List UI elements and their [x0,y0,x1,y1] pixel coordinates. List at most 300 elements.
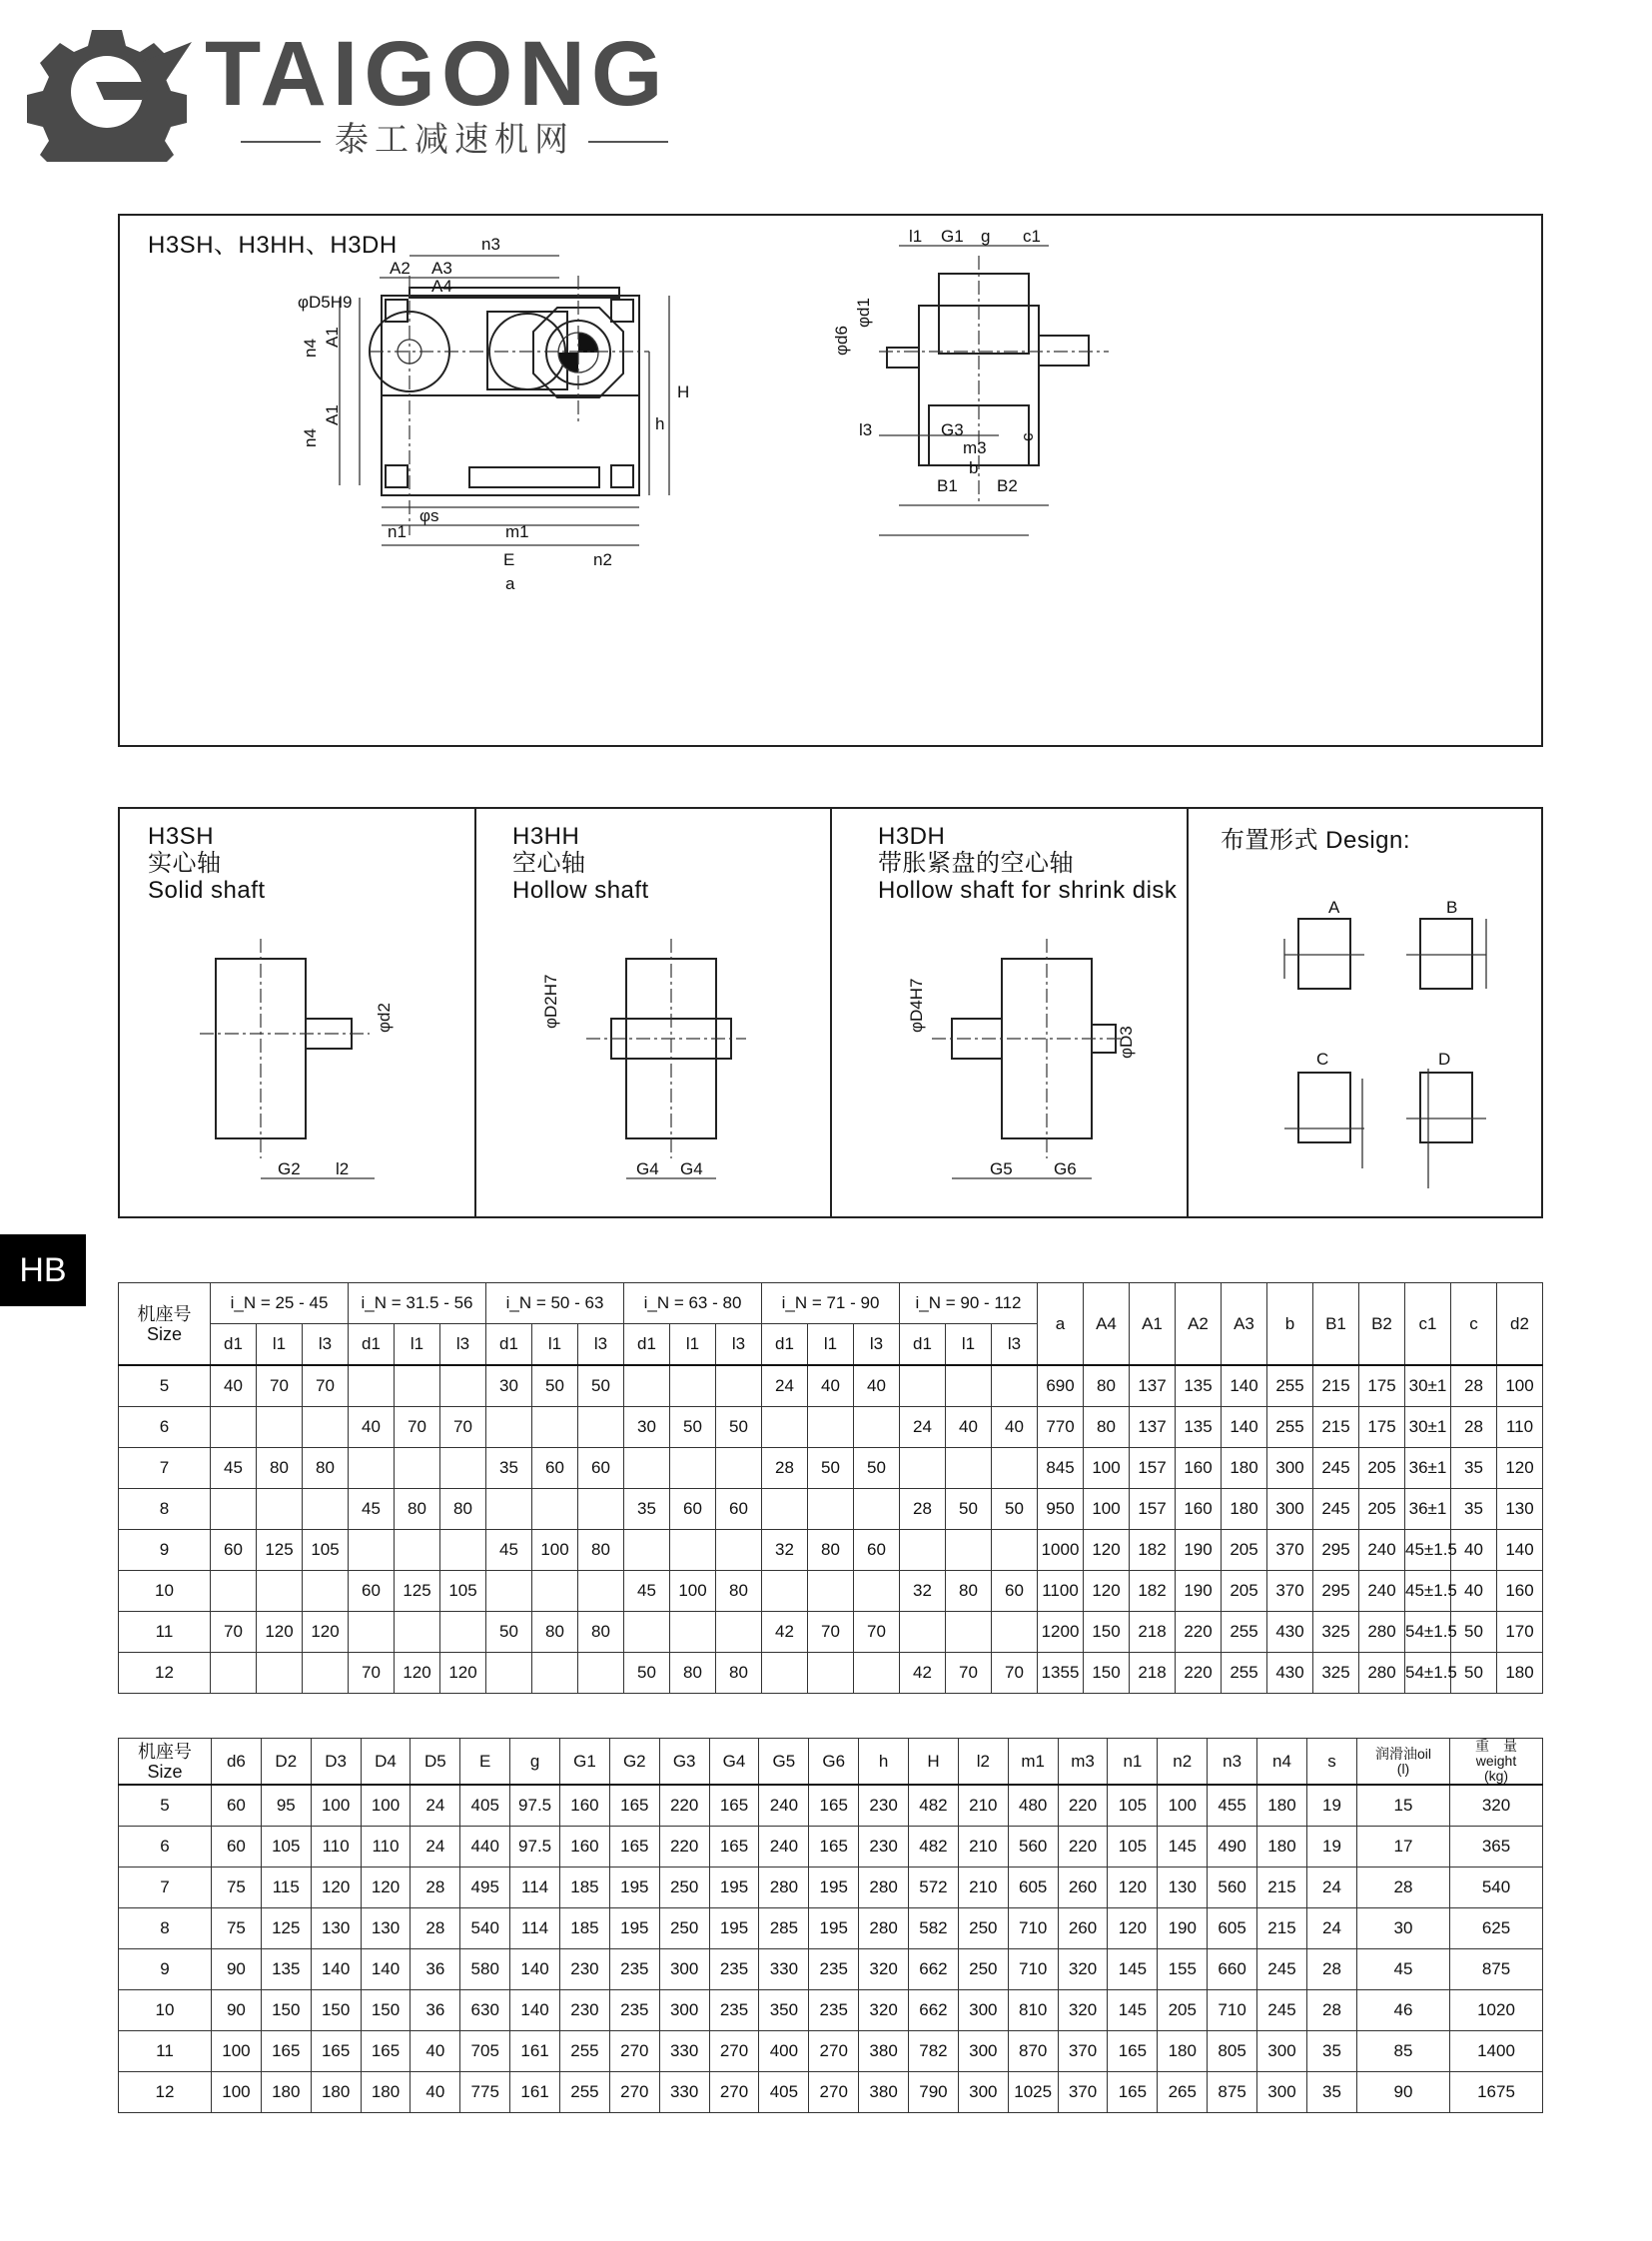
table-cell: 80 [532,1612,578,1653]
column-header: a [1038,1283,1084,1366]
table-cell: 100 [1497,1365,1543,1407]
ratio-sub-header: l1 [670,1324,716,1366]
table-cell: 175 [1359,1365,1405,1407]
table-cell: 70 [808,1612,854,1653]
svg-text:c: c [1018,432,1037,441]
table-cell: 300 [958,1990,1008,2031]
table-cell: 160 [1497,1571,1543,1612]
table-cell: 220 [1058,1827,1108,1868]
svg-text:φs: φs [419,506,439,525]
table-cell: 70 [440,1407,486,1448]
table-cell: 582 [909,1908,959,1949]
ratio-sub-header: l1 [946,1324,992,1366]
table-cell: 140 [510,1990,560,2031]
table-cell: 775 [460,2072,510,2113]
table-cell: 50 [532,1365,578,1407]
oil-cell: 46 [1357,1990,1450,2031]
svg-text:n2: n2 [593,550,612,569]
svg-text:G1: G1 [941,227,964,246]
table-cell: 145 [1108,1949,1158,1990]
table-cell: 90 [212,1949,262,1990]
table-cell [440,1448,486,1489]
table-cell: 28 [762,1448,808,1489]
table-cell: 80 [670,1653,716,1694]
table-cell: 140 [361,1949,411,1990]
table-cell: 320 [1058,1949,1108,1990]
table-cell: 605 [1008,1868,1058,1908]
table-cell: 870 [1008,2031,1058,2072]
table-cell: 330 [659,2031,709,2072]
table-cell: 185 [560,1868,610,1908]
table-cell: 40 [411,2072,460,2113]
table-cell: 810 [1008,1990,1058,2031]
table-cell: 295 [1313,1571,1359,1612]
table-cell [624,1365,670,1407]
table-cell: 50 [1451,1653,1497,1694]
table-cell [946,1365,992,1407]
table-cell: 490 [1208,1827,1257,1868]
table-cell: 280 [859,1908,909,1949]
table-cell: 45 [486,1530,532,1571]
svg-text:φD5H9: φD5H9 [298,293,353,312]
table-cell: 36 [411,1949,460,1990]
table-cell: 320 [1058,1990,1108,2031]
table-cell: 250 [958,1949,1008,1990]
ratio-sub-header: d1 [486,1324,532,1366]
table-cell: 330 [759,1949,809,1990]
table-cell: 75 [212,1868,262,1908]
table-cell: 100 [1084,1489,1130,1530]
size-cell: 6 [119,1827,212,1868]
table-cell [808,1489,854,1530]
svg-text:n4: n4 [301,339,320,358]
oil-header-label: 润滑油oil [1374,1745,1431,1762]
ratio-sub-header: l3 [716,1324,762,1366]
table-cell [211,1489,257,1530]
table-cell [624,1612,670,1653]
table-cell: 28 [411,1868,460,1908]
size-cell: 12 [119,2072,212,2113]
variant-hollow-shaft [476,809,832,1216]
svg-text:E: E [503,550,515,569]
table-row [119,1530,1543,1571]
dim-g4-left: G4 [636,1159,659,1178]
table-cell: 320 [859,1990,909,2031]
table-cell: 120 [1084,1530,1130,1571]
shaft-variants-panel [118,807,1543,1218]
column-header: b [1267,1283,1313,1366]
table-cell: 235 [709,1990,759,2031]
table-cell: 130 [361,1908,411,1949]
table-cell: 110 [1497,1407,1543,1448]
table-cell: 195 [809,1868,859,1908]
section-tab-hb: HB [0,1234,86,1306]
table-cell: 80 [1084,1407,1130,1448]
table-cell: 50 [854,1448,900,1489]
table-cell: 605 [1208,1908,1257,1949]
table-cell [257,1407,303,1448]
table-cell: 235 [609,1949,659,1990]
table-cell: 36±1 [1405,1448,1451,1489]
column-header: c [1451,1283,1497,1366]
table-cell: 161 [510,2072,560,2113]
table-cell: 160 [560,1827,610,1868]
column-header: G4 [709,1739,759,1786]
table-cell [854,1653,900,1694]
table-cell: 270 [809,2031,859,2072]
table-cell: 120 [257,1612,303,1653]
table-cell: 320 [859,1949,909,1990]
table-cell: 50 [486,1612,532,1653]
table-cell: 125 [257,1530,303,1571]
table-cell: 560 [1208,1868,1257,1908]
table-cell: 265 [1158,2072,1208,2113]
table-cell: 110 [311,1827,361,1868]
column-header: h [859,1739,909,1786]
table-cell: 160 [1176,1489,1222,1530]
dim-D4H7: φD4H7 [907,978,926,1033]
table-cell: 782 [909,2031,959,2072]
table-cell: 255 [560,2031,610,2072]
table-cell: 50 [670,1407,716,1448]
weight-header-unit: (kg) [1483,1768,1509,1784]
table-cell: 80 [395,1489,440,1530]
table-cell: 205 [1222,1571,1267,1612]
weight-cell: 625 [1450,1908,1543,1949]
table-cell: 230 [859,1827,909,1868]
table-cell: 370 [1058,2031,1108,2072]
dimensions-table-2 [118,1738,1543,2113]
table-cell: 250 [659,1908,709,1949]
ratio-group-header: i_N = 25 - 45 [211,1283,349,1324]
column-header: B1 [1313,1283,1359,1366]
svg-text:h: h [655,414,665,433]
table-cell [532,1489,578,1530]
table-cell: 280 [859,1868,909,1908]
table-cell: 255 [1267,1407,1313,1448]
weight-cell: 320 [1450,1785,1543,1827]
design-label-b: B [1446,898,1458,917]
svg-text:φd6: φd6 [832,326,851,356]
table-cell: 95 [261,1785,311,1827]
table-cell [670,1612,716,1653]
table-cell: 105 [1108,1827,1158,1868]
table-cell: 230 [560,1990,610,2031]
table-cell: 135 [1176,1365,1222,1407]
table-cell: 215 [1313,1407,1359,1448]
table-cell [854,1407,900,1448]
svg-text:n3: n3 [481,235,500,254]
table-cell [395,1365,440,1407]
size-header-cn: 机座号 [137,1303,192,1324]
table-row [119,2031,1543,2072]
oil-cell: 90 [1357,2072,1450,2113]
table-cell: 100 [212,2031,262,2072]
table-cell: 220 [1058,1785,1108,1827]
table-cell: 130 [311,1908,361,1949]
table-cell [946,1530,992,1571]
table-cell: 60 [532,1448,578,1489]
table-cell: 24 [1306,1908,1356,1949]
table-cell [992,1612,1038,1653]
table-cell: 175 [1359,1407,1405,1448]
ratio-group-header: i_N = 50 - 63 [486,1283,624,1324]
table-cell: 245 [1257,1949,1307,1990]
main-drawing-title: H3SH、H3HH、H3DH [148,232,398,259]
table-cell: 245 [1313,1448,1359,1489]
table-row [119,1990,1543,2031]
table-cell: 90 [212,1990,262,2031]
table-cell [486,1653,532,1694]
table-cell: 380 [859,2031,909,2072]
table-cell: 1100 [1038,1571,1084,1612]
table-cell [946,1612,992,1653]
table-cell: 42 [900,1653,946,1694]
table-cell: 245 [1313,1489,1359,1530]
table-cell: 300 [1267,1489,1313,1530]
table-cell: 100 [532,1530,578,1571]
table-cell [900,1365,946,1407]
ratio-group-header: i_N = 31.5 - 56 [349,1283,486,1324]
size-header-en: Size [146,1323,182,1344]
table-cell: 270 [709,2031,759,2072]
table-cell: 240 [1359,1530,1405,1571]
table-cell: 120 [1497,1448,1543,1489]
oil-cell: 85 [1357,2031,1450,2072]
table-cell: 24 [900,1407,946,1448]
table-cell: 19 [1306,1785,1356,1827]
table-cell: 455 [1208,1785,1257,1827]
table-cell: 662 [909,1990,959,2031]
table-cell: 36±1 [1405,1489,1451,1530]
table-cell: 370 [1267,1530,1313,1571]
table-cell: 60 [349,1571,395,1612]
table-cell: 105 [261,1827,311,1868]
table-cell: 28 [1451,1365,1497,1407]
column-header: G6 [809,1739,859,1786]
table-cell: 770 [1038,1407,1084,1448]
table-cell [716,1530,762,1571]
table-cell [854,1571,900,1612]
table-cell: 120 [303,1612,349,1653]
table-cell: 280 [759,1868,809,1908]
design-options-drawing [1189,889,1538,1208]
table-cell: 210 [958,1785,1008,1827]
table-cell: 710 [1008,1908,1058,1949]
column-header: n4 [1257,1739,1307,1786]
ratio-sub-header: l3 [440,1324,486,1366]
table-cell: 180 [261,2072,311,2113]
table-cell: 80 [808,1530,854,1571]
column-header: s [1306,1739,1356,1786]
table-cell [624,1448,670,1489]
table-cell: 380 [859,2072,909,2113]
table-cell: 430 [1267,1612,1313,1653]
ratio-group-header: i_N = 63 - 80 [624,1283,762,1324]
size-cell: 8 [119,1908,212,1949]
table-cell: 180 [1257,1785,1307,1827]
table-cell: 60 [716,1489,762,1530]
table-cell: 140 [1497,1530,1543,1571]
table-cell: 54±1.5 [1405,1653,1451,1694]
table-cell: 35 [624,1489,670,1530]
table-cell: 80 [578,1530,624,1571]
table-cell: 240 [759,1785,809,1827]
table-cell: 45±1.5 [1405,1571,1451,1612]
table-cell [900,1612,946,1653]
table-cell: 950 [1038,1489,1084,1530]
table-cell [992,1448,1038,1489]
table-cell: 30±1 [1405,1365,1451,1407]
table-cell: 180 [1497,1653,1543,1694]
table-cell: 140 [1222,1365,1267,1407]
table-cell: 230 [859,1785,909,1827]
table-cell [486,1407,532,1448]
table-row [119,1653,1543,1694]
gearbox-drawing [120,216,1541,745]
table-cell: 300 [659,1990,709,2031]
table-cell: 100 [1084,1448,1130,1489]
table-cell: 190 [1176,1530,1222,1571]
svg-text:B1: B1 [937,476,958,495]
weight-cell: 540 [1450,1868,1543,1908]
table-cell: 50 [1451,1612,1497,1653]
table-cell: 150 [261,1990,311,2031]
table-cell: 350 [759,1990,809,2031]
variant-name-cn: 实心轴 [148,850,222,877]
table-cell: 135 [261,1949,311,1990]
table-cell [716,1448,762,1489]
svg-text:φd1: φd1 [854,298,873,328]
column-header: n3 [1208,1739,1257,1786]
table-cell: 220 [1176,1653,1222,1694]
table-cell: 270 [709,2072,759,2113]
table-cell [303,1571,349,1612]
table-cell [992,1365,1038,1407]
table-cell: 24 [762,1365,808,1407]
table-cell [257,1489,303,1530]
table-cell: 80 [303,1448,349,1489]
table-cell: 370 [1267,1571,1313,1612]
table-cell: 662 [909,1949,959,1990]
table-cell: 280 [1359,1653,1405,1694]
table-cell: 260 [1058,1868,1108,1908]
table-cell: 105 [1108,1785,1158,1827]
variant-shrink-disk [832,809,1189,1216]
dim-d2: φd2 [375,1003,394,1033]
table2-header-row [119,1739,1543,1786]
column-header: B2 [1359,1283,1405,1366]
oil-header-unit: (l) [1396,1760,1410,1777]
table-cell: 440 [460,1827,510,1868]
svg-text:A1: A1 [323,327,342,348]
table-cell: 255 [1267,1365,1313,1407]
weight-header [1450,1739,1543,1786]
side-view [832,227,1109,535]
table-cell: 690 [1038,1365,1084,1407]
table-cell: 80 [440,1489,486,1530]
table-cell [854,1489,900,1530]
table-cell: 165 [609,1785,659,1827]
variant-solid-shaft [120,809,476,1216]
table-cell [395,1530,440,1571]
dim-g4-right: G4 [680,1159,703,1178]
table-cell: 165 [709,1827,759,1868]
column-header: G1 [560,1739,610,1786]
weight-cell: 875 [1450,1949,1543,1990]
table-cell: 130 [1158,1868,1208,1908]
ratio-sub-header: l3 [303,1324,349,1366]
table-cell [395,1448,440,1489]
table-cell: 205 [1359,1489,1405,1530]
table-cell: 325 [1313,1653,1359,1694]
svg-text:a: a [505,574,515,593]
table-cell: 875 [1208,2072,1257,2113]
design-label-a: A [1328,898,1340,917]
table-cell: 70 [303,1365,349,1407]
design-title: 布置形式 Design: [1221,827,1411,854]
table-cell: 245 [1257,1990,1307,2031]
table-cell: 100 [311,1785,361,1827]
table-cell: 40 [211,1365,257,1407]
table-cell: 150 [361,1990,411,2031]
column-header: E [460,1739,510,1786]
design-label-d: D [1438,1050,1451,1069]
table-cell: 240 [1359,1571,1405,1612]
table-cell: 205 [1359,1448,1405,1489]
table-row [119,1571,1543,1612]
table-cell [349,1365,395,1407]
variant-name-cn: 空心轴 [512,850,586,877]
column-header: H [909,1739,959,1786]
table-row [119,1949,1543,1990]
table-row [119,2072,1543,2113]
table-cell [624,1530,670,1571]
table-cell: 45 [624,1571,670,1612]
table-cell [762,1571,808,1612]
table-cell: 790 [909,2072,959,2113]
column-header: D5 [411,1739,460,1786]
table-cell: 165 [311,2031,361,2072]
ratio-sub-header: l1 [395,1324,440,1366]
table-row [119,1489,1543,1530]
table-cell: 60 [212,1785,262,1827]
table-cell: 42 [762,1612,808,1653]
table-cell: 405 [759,2072,809,2113]
svg-text:b: b [969,458,979,477]
ratio-sub-header: l1 [257,1324,303,1366]
table-cell: 80 [716,1653,762,1694]
table-cell: 705 [460,2031,510,2072]
table-cell: 255 [560,2072,610,2113]
table-cell: 165 [809,1785,859,1827]
table-cell [578,1407,624,1448]
column-header: m3 [1058,1739,1108,1786]
column-header: n2 [1158,1739,1208,1786]
table-cell: 330 [659,2072,709,2113]
table-cell: 235 [709,1949,759,1990]
column-header: m1 [1008,1739,1058,1786]
table-cell: 30 [624,1407,670,1448]
table-cell: 45±1.5 [1405,1530,1451,1571]
table-cell: 40 [1451,1571,1497,1612]
table-row [119,1612,1543,1653]
table-cell: 24 [411,1785,460,1827]
table-cell [211,1571,257,1612]
column-header: n1 [1108,1739,1158,1786]
table-cell: 405 [460,1785,510,1827]
size-cell: 10 [119,1990,212,2031]
